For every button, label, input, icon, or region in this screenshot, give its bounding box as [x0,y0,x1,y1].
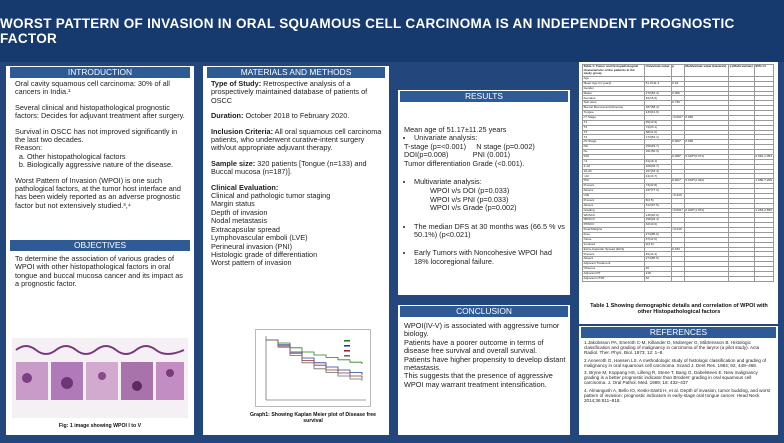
reference-item: 4. Almangush A, Bello IO, Keski-Säntti H, et al. Depth of invasion, tumor budding, and worst pattern of invasion: prognostic indicators in early-stage oral tongue cancer. Head Neck 2014;36:811–818. [584,387,771,404]
table-cell: Absent [583,189,645,194]
km-graph-caption: Graph1: Showing Kaplan Meier plot of Disease free survival [250,412,376,424]
km-legend-swatch [344,350,350,352]
table-cell: 0.008* [671,154,684,159]
univariate-grade: Tumor differentiation Grade (<0.001). [404,158,525,168]
table-cell: N0 [583,145,645,150]
table-cell: DOI [583,154,645,159]
table-cell: 0.033*(2.022) [684,179,728,184]
table-cell: 274(85.6) [645,257,672,262]
table-cell: <0.001* [672,115,683,120]
intro-reason-item: a. Other histopathological factors [27,153,188,161]
table-cell: 130(40.6) [645,213,672,218]
clinical-item: Perineural invasion (PNI) [211,241,293,251]
table-cell: 62 [645,276,672,281]
study-label: Type of Study: [211,79,262,88]
table-cell: 108(33.7) [645,164,672,169]
table-cell: 0.866 [684,115,728,120]
table-cell: 0.002*(1.872) [684,208,728,213]
table-cell: Absent [583,203,645,208]
intro-reasons [27,153,188,170]
characteristics-table [582,64,774,282]
table-cell: 38(11.9) [645,130,672,135]
table-cell: Adjuvant RT [583,271,645,276]
table-cell: Involved [583,242,645,247]
conclusion-text [404,322,566,389]
wpoi-figure-image [12,338,188,418]
title-banner [0,0,784,62]
table-cell: 0.660 [684,140,728,145]
table-cell: 0.736 [671,101,684,106]
introduction-text [15,80,188,217]
table-cell: Close [583,237,645,242]
km-graph [255,329,371,407]
mean-age: Mean age of 51.17±11.25 years [404,125,507,134]
table-cell: 107(33.4) [645,169,672,174]
table-cell: <0.429 [671,193,684,198]
clinical-item: Extracapsular spread [211,224,280,234]
table-cell: 73(22.8) [645,184,672,189]
univariate-doi: DOI(p=0.008) [404,150,449,160]
table-cell: 46(15.6) [645,96,672,101]
table-cell: p (Multi-variate) [728,65,754,77]
table-cell: 133(41.6) [645,111,672,116]
table-cell: Age [583,76,645,81]
conclusion-heading: CONCLUSION [400,306,568,317]
objectives-text: To determine the association of various grades of WPOI with other histopathological factors in oral tongue and buccal mucosa cancer and its impact as a prognostic factor. [15,254,183,289]
table-cell: 247(77.2) [645,189,672,194]
intro-reason-label: Reason: [15,143,43,153]
table-cell: cT Stage [583,115,645,120]
table-cell: T4 [583,135,645,140]
table-cell: 46(14.4) [645,252,672,257]
table-cell: <4 [583,159,645,164]
multivariate-item: WPOI v/s Grade (p=0.002) [430,203,517,213]
table-cell: 274(85.6) [645,232,672,237]
univariate-label: • Univariate analysis: [414,134,568,142]
table-cell: 9(2.8) [645,242,672,247]
table-cell: Absent [583,257,645,262]
km-legend-swatch [344,355,350,357]
table-cell: Tongue [583,111,645,116]
table-cell: MDSCC [583,218,645,223]
table-cell: Table 1: Tumor and histopathological characteristic of the patients in the study group [583,65,645,77]
methods-text [211,80,383,268]
table-cell: <0.001* [672,207,683,212]
intro-p4: Worst Pattern of Invasion (WPOI) is one such pathological factors, at the tumor host interface and has been widely reported as an adverse prognostic factor but not extensively studied.³,⁴ [15,175,181,210]
km-legend-swatch [344,340,350,342]
reference-item: 2.Anneroth G, Hansen LS. A methodologic study of histologic classification and grading of malignancy in oral squamous cell carcinoma. Scand J. Dent Res. 1984; 92, 448–468. [584,357,767,368]
table-cell: 95% CI [754,65,773,77]
table-cell: 10-20 [583,169,645,174]
table-row [583,276,774,281]
table-cell: Present [583,198,645,203]
km-legend-swatch [344,345,350,347]
intro-p2: Several clinical and histopathological prognostic factors: Decides for adjuvant treatment after surgery. [15,102,185,121]
results-heading: RESULTS [400,91,568,102]
table-cell: 37(11.6) [645,237,672,242]
table-cell: LVE [583,193,645,198]
intro-reason-item: b. Biologically aggressive nature of the disease. [27,161,188,169]
conclusion-p2: Patients have a poorer outcome in terms of disease free survival and overall survival. [404,337,544,356]
table-cell [754,276,773,281]
table-cell: 8(2.5) [645,198,672,203]
clinical-item: Worst pattern of invasion [211,258,292,268]
km-plot [256,330,372,408]
table-cell: 173(54.1) [645,135,672,140]
table-cell: 4-10 [583,164,645,169]
table-cell: Adjuvant Treatment [583,262,645,267]
table-cell: 74(23.1) [645,125,672,130]
references-heading: REFERENCES [581,327,776,338]
table-cell: 44(13.7) [645,174,672,179]
table-cell: WDSCC [583,213,645,218]
dfs-result: • The median DFS at 30 months was (66.5 % vs 50.1%) (p<0.021) [414,223,568,240]
table-cell: p [671,65,684,77]
wpoi-figure [12,338,188,418]
sample-value: 320 patients [Tongue (n=133) and Buccal mucosa (n=187)]. [211,158,367,177]
table-cell [684,276,728,281]
table-cell: 161(50.3) [645,150,672,155]
table-cell: 158(49.4) [645,218,672,223]
table-cell: 0.94 [671,81,684,86]
table-cell: 1.263-2.859 [755,207,772,212]
univariate-nstage: N stage (p=0.002) [476,141,535,151]
table-cell: Univariate value [645,65,672,77]
intro-p1: Oral cavity squamous cell carcinoma: 30% of all cancers in India.¹ [15,79,170,97]
table-cell: 159(49.7) [645,145,672,150]
table-cell: T2 [583,125,645,130]
table-cell: Females [583,96,645,101]
table-cell: Gender [583,86,645,91]
multivariate-label: • Multivariate analysis: [414,178,568,186]
table-cell: 1.056-7.209 [755,178,772,183]
references-list [584,340,774,405]
table-cell: PNI [583,179,645,184]
inclusion-label: Inclusion Criteria: [211,126,274,136]
multivariate-item: WPOI v/s DOI (p=0.033) [430,186,510,196]
table-cell: 32(10.0) [645,223,672,228]
table-cell: 0.183 [671,247,684,252]
table-cell: 0.006 [671,91,684,96]
table-cell: Buccal Mucosa and Alveolus [583,106,645,111]
reference-item: 3. Bryne M, Koppang HS, Lilleng R, Stene T, Bang G, Dabelsteen E. New malignancy grading is a better prognostic indicator than Broders' grading in oral squamous cell carcinoma. J. Oral Pathol. Med. 1989; 18: 432–437 [584,370,758,386]
table-cell: Mean Age (in years) [583,81,645,86]
table-cell: Present [583,252,645,257]
duration-value: October 2018 to February 2020. [245,111,350,121]
table-cell: <0.249 [671,228,684,233]
table-cell: 218 [645,271,672,276]
table-caption: Table 1 Showing demographic details and correlation of WPOI with other Histopathological factors [590,303,768,315]
study-value: Retrospective analysis of a prospectively maintained database of patients of OSCC [211,79,368,105]
clinical-label: Clinical Evaluation: [211,182,279,192]
conclusion-p1: WPOI(IV-V) is associated with aggressive tumor biology. [404,321,560,339]
clinical-item: Depth of invasion [211,207,268,217]
table-cell: >20 [583,174,645,179]
sample-label: Sample size: [211,158,256,168]
table-cell: 0.002* [671,140,684,145]
objectives-heading: OBJECTIVES [10,240,190,251]
table-cell: N+ [583,150,645,155]
clinical-item: Lymphovascular emboli (LVE) [211,233,308,243]
clinical-item: Histologic grade of differentiation [211,249,318,259]
conclusion-p4: This suggests that the presence of aggressive WPOI may warrant treatment intensification. [404,371,553,389]
table-cell: 51.2±11.3 [645,81,672,86]
table-cell: Grading [583,208,645,213]
table-cell: 0.664-1.053 [755,154,772,159]
table-cell: T1 [583,120,645,125]
table-cell: Sub-sites [583,101,645,106]
poster-title: WORST PATTERN OF INVASION IN ORAL SQUAMOUS CELL CARCINOMA IS AN INDEPENDENT PROGNOSTIC FACTOR [0,16,735,46]
table-cell: 35(10.9) [645,120,672,125]
table-cell: Adjuvant CTRT [583,276,645,281]
wpoi-figure-caption: Fig: 1 image showing WPOI I to V [58,423,142,429]
inclusion-value: All oral squamous cell carcinoma patients, who underwent curative-intent surgery with/out appropriate adjuvant therapy. [211,126,382,153]
intro-p3: Survival in OSCC has not improved significantly in the last two decades. [15,126,178,145]
table-cell: Final Margins [583,228,645,233]
table-cell: T3 [583,130,645,135]
table-cell: PDSCC [583,223,645,228]
table-cell: 187(58.4) [645,106,672,111]
methods-heading: MATERIALS AND METHODS [207,67,385,78]
table-cell: 61(19.1) [645,159,672,164]
table-cell: Multivariate value (Hazards) [684,65,728,77]
table-cell: 40 [645,267,672,272]
clinical-item: Margin status [211,199,255,209]
introduction-heading: INTRODUCTION [10,67,190,78]
table-cell: Extra-Capsular Spread (ECS) [583,247,645,252]
table-cell: Present [583,184,645,189]
table-cell: Observe [583,267,645,272]
table-cell: 0.033*(0.671) [684,154,728,159]
table-cell: 312(97.5) [645,203,672,208]
clinical-item: Clinical and pathologic tumor staging [211,191,331,201]
table-cell: 0.001* [671,179,684,184]
table-cell: cN Stage [583,140,645,145]
table-cell [671,276,684,281]
multivariate-item: WPOI v/s PNI (p=0.033) [430,194,509,204]
table-cell: Free [583,232,645,237]
table-header-row [583,65,774,77]
univariate-tstage: T-stage (p=<0.001) [404,141,467,151]
clinical-item: Nodal metastasis [211,216,267,226]
early-tumor-result: • Early Tumors with Noncohesive WPOI had 18% locoregional failure. [414,249,568,266]
results-text [404,126,568,266]
conclusion-p3: Patients have higher propensity to develop distant metastasis. [404,354,566,373]
univariate-pni: PNI (0.001) [472,150,511,160]
table-cell: 270(84.4) [645,91,672,96]
duration-label: Duration: [211,111,244,121]
table-cell: Males [583,91,645,96]
reference-item: 1.Jakobsson PA, Eneroth C-M, Killander D, Moberger G, Mårtensson B. Histologic classification and grading of malignancy in carcinoma of the larynx (a pilot study). Acta Radiol. Ther. Phys. Biol. 1973; 12: 1–8. [584,340,760,356]
table-cell [728,276,754,281]
